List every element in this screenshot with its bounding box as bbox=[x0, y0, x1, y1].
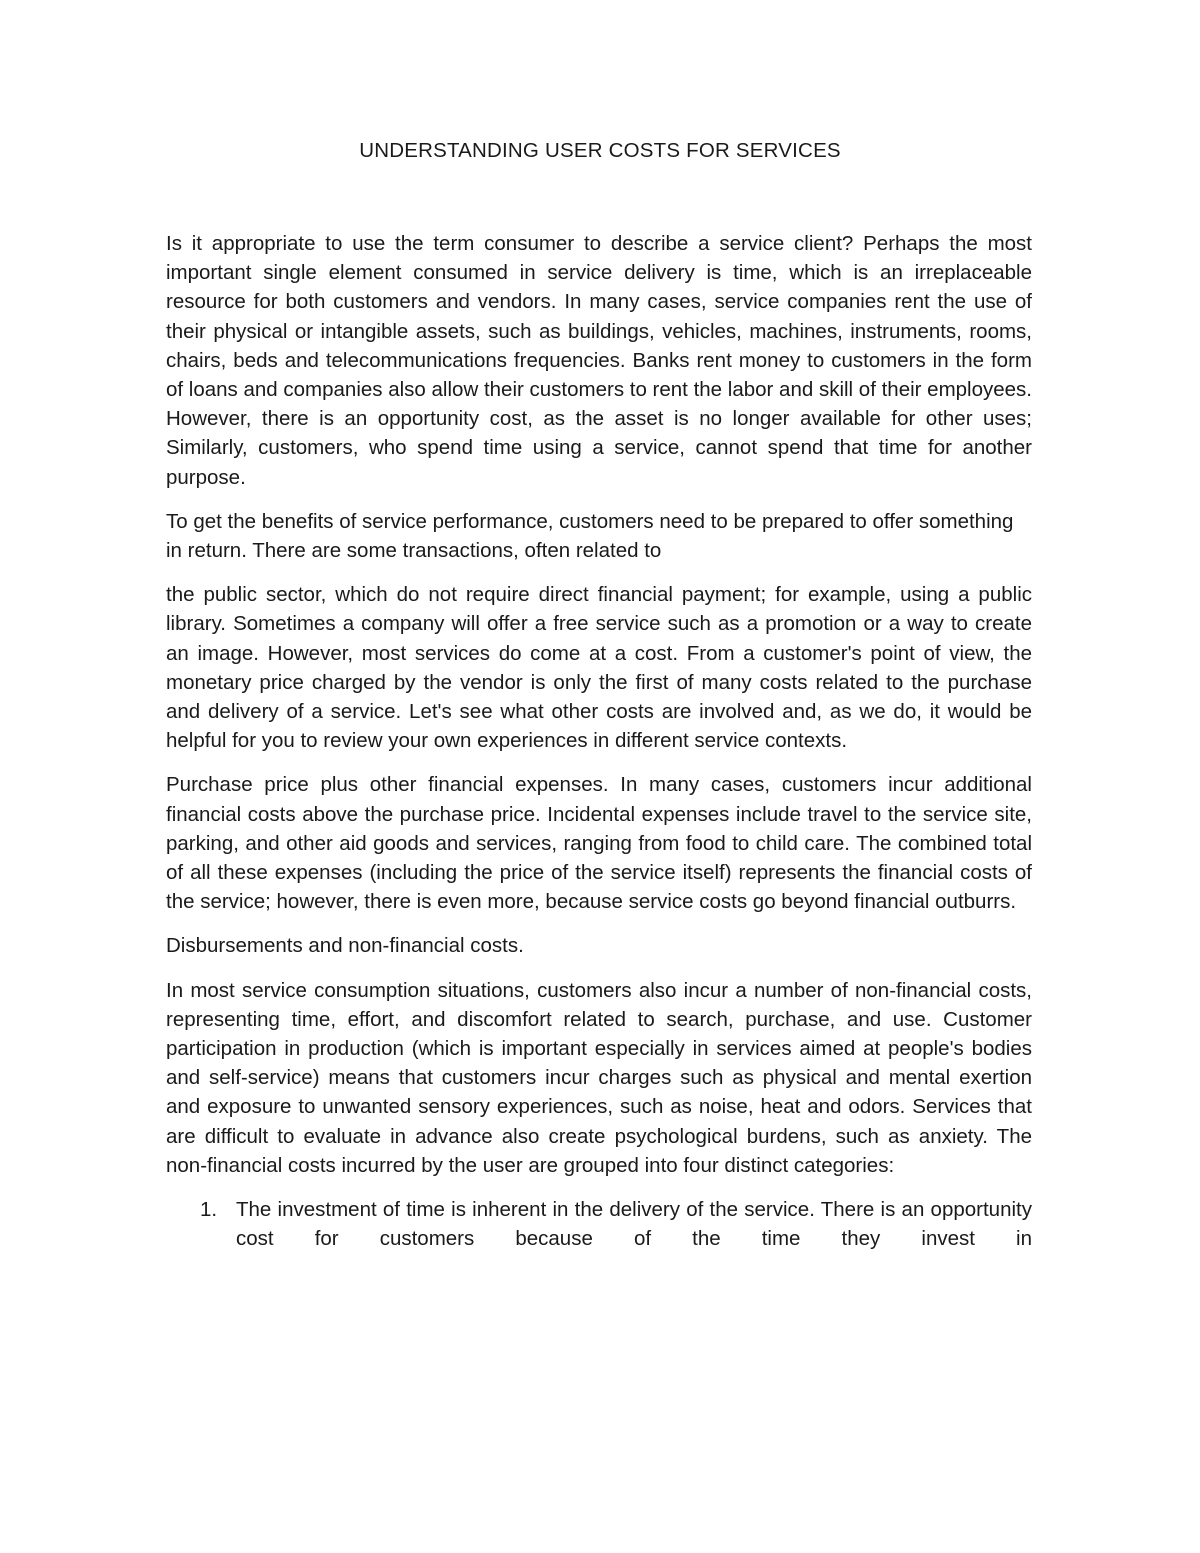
list-item-text: The investment of time is inherent in the delivery of the service. There is an opportunity cost for customers because of the time they invest in bbox=[236, 1198, 1032, 1251]
list-item bbox=[166, 1195, 1032, 1253]
paragraph-4: Purchase price plus other financial expenses. In many cases, customers incur additional financial costs above the purchase price. Incidental expenses include travel to the service site, parking, and other aid goods and services, ranging from food to child care. The combined total of all these expenses (including the price of the service itself) represents the financial costs of the service; however, there is even more, because service costs go beyond financial outburrs. bbox=[166, 773, 1032, 914]
document-title: UNDERSTANDING USER COSTS FOR SERVICES bbox=[359, 139, 841, 162]
list-item-number: 1. bbox=[200, 1198, 218, 1222]
paragraph-3: the public sector, which do not require direct financial payment; for example, using a public library. Sometimes a company will offer a free service such as a promotion or a way to create an image. However, most services do come at a cost. From a customer's point of view, the monetary price charged by the vendor is only the first of many costs related to the purchase and delivery of a service. Let's see what other costs are involved and, as we do, it would be helpful for you to review your own experiences in different service contexts. bbox=[166, 583, 1032, 753]
paragraph-2: To get the benefits of service performance, customers need to be prepared to offer something in return. There are some transactions, often related to bbox=[166, 509, 1014, 563]
paragraph-1: Is it appropriate to use the term consumer to describe a service client? Perhaps the most important single element consumed in service delivery is time, which is an irreplaceable resource for both customers and vendors. In many cases, service companies rent the use of their physical or intangible assets, such as buildings, vehicles, machines, instruments, rooms, chairs, beds and telecommunications frequencies. Banks rent money to customers in the form of loans and companies also allow their customers to rent the labor and skill of their employees. However, there is an opportunity cost, as the asset is no longer available for other uses; Similarly, customers, who spend time using a service, cannot spend that time for another purpose. bbox=[166, 232, 1033, 489]
document-body bbox=[166, 229, 1032, 1254]
paragraph-5: Disbursements and non-financial costs. bbox=[166, 934, 524, 958]
paragraph-6: In most service consumption situations, customers also incur a number of non-financial costs, representing time, effort, and discomfort related to search, purchase, and use. Customer participation in production (which is important especially in services aimed at people's bodies and self-service) means that customers incur charges such as physical and mental exertion and exposure to unwanted sensory experiences, such as noise, heat and odors. Services that are difficult to evaluate in advance also create psychological burdens, such as anxiety. The non-financial costs incurred by the user are grouped into four distinct categories: bbox=[166, 978, 1032, 1177]
numbered-list bbox=[166, 1195, 1032, 1253]
